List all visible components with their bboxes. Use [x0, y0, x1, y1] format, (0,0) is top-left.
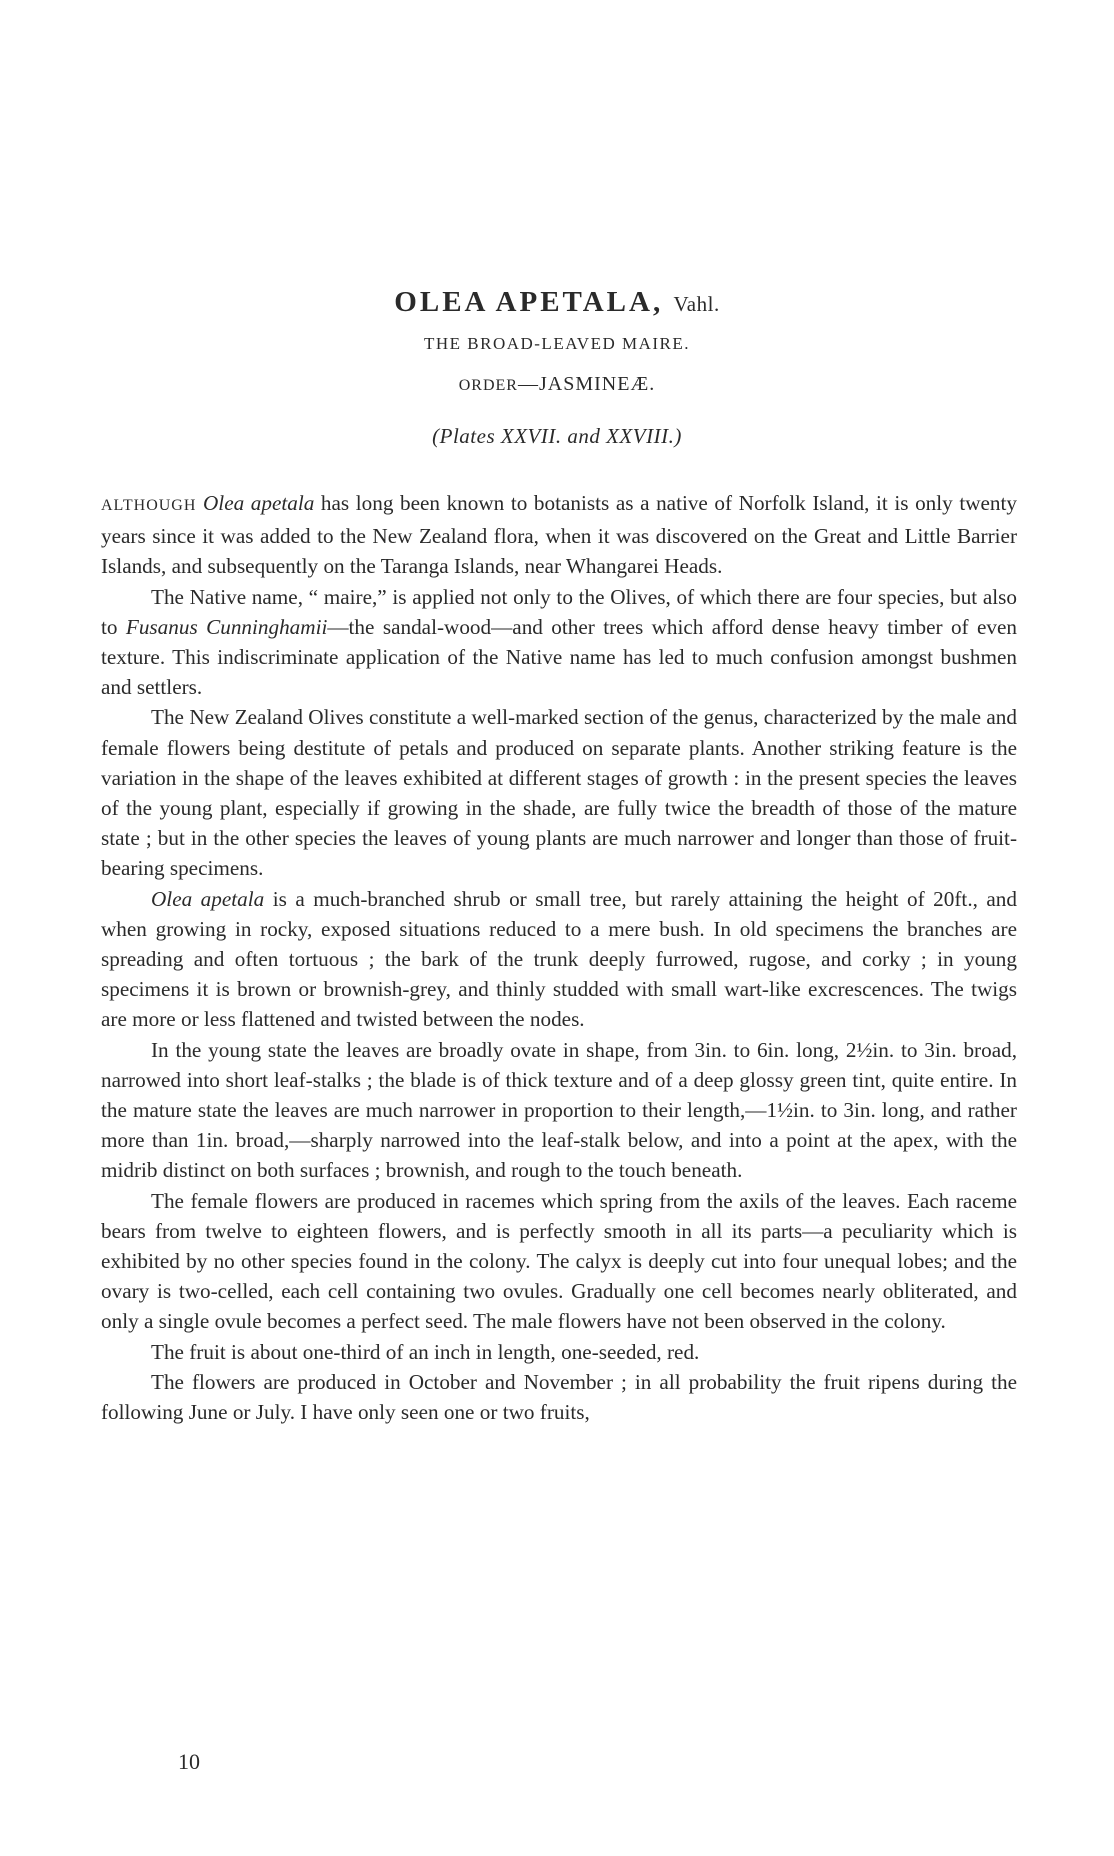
paragraph-1	[101, 488, 1017, 582]
paragraph-3: The New Zealand Olives constitute a well-marked section of the genus, characterized by the male and female flowers being destitute of petals and produced on separate plants. Another striking feature is the variation in the shape of the leaves exhibited at different stages of growth : in the present species the leaves of the young plant, especially if growing in the shade, are fully twice the breadth of those of the mature state ; but in the other species the leaves of young plants are much narrower and longer than those of fruit-bearing specimens.	[101, 705, 1017, 881]
paragraph-7: The fruit is about one-third of an inch in length, one-seeded, red.	[151, 1339, 700, 1364]
paragraph-2-start: The Native name, “ maire,” is applied not only to the Olives, of which there are four species, but also to	[101, 584, 1017, 639]
order-prefix: ORDER	[458, 377, 518, 394]
species-italic: Fusanus Cunninghamii	[125, 614, 328, 639]
paragraph-4	[101, 884, 1017, 1035]
order-line	[0, 370, 1114, 400]
species-italic: Olea apetala	[151, 886, 265, 911]
paragraph-8: The flowers are produced in October and November ; in all probability the fruit ripens during the following June or July. I have only seen one or two fruits,	[101, 1369, 1017, 1425]
paragraph-2	[101, 582, 1017, 703]
species-author: Vahl.	[673, 292, 720, 316]
species-name: OLEA APETALA,	[394, 286, 664, 318]
paragraph-2-text: —the sandal-wood—and other trees which afford dense heavy timber of even texture. This indiscriminate application of the Native name has led to much confusion amongst bushmen and settlers.	[101, 614, 1017, 700]
species-italic: Olea apetala	[203, 491, 315, 515]
paragraph-4-text: is a much-branched shrub or small tree, but rarely attaining the height of 20ft., and when growing in rocky, exposed situations reduced to a mere bush. In old specimens the branches are spreading and often tortuous ; the bark of the trunk deeply furrowed, rugose, and corky ; in young specimens it is brown or brownish-grey, and thinly studded with small wart-like excrescences. The twigs are more or less flattened and twisted between the nodes.	[101, 886, 1017, 1032]
heading-block	[0, 284, 1114, 450]
page-number: 10	[178, 1749, 200, 1774]
common-name: THE BROAD-LEAVED MAIRE.	[423, 334, 691, 353]
species-title	[0, 284, 1114, 322]
order-name: —JASMINEÆ.	[517, 373, 656, 395]
paragraph-6: The female flowers are produced in racemes which spring from the axils of the leaves. Each raceme bears from twelve to eighteen flowers, and is perfectly smooth in all its parts—a peculiarity which is exhibited by no other species found in the colony. The calyx is deeply cut into four unequal lobes; and the ovary is two-celled, each cell containing two ovules. Gradually one cell becomes nearly obliterated, and only a single ovule becomes a perfect seed. The male flowers have not been observed in the colony.	[101, 1188, 1017, 1334]
paragraph-5: In the young state the leaves are broadly ovate in shape, from 3in. to 6in. long, 2½in. to 3in. broad, narrowed into short leaf-stalks ; the blade is of thick texture and of a deep glossy green tint, quite entire. In the mature state the leaves are much narrower in proportion to their length,—1½in. to 3in. long, and rather more than 1in. broad,—sharply narrowed into the leaf-stalk below, and into a point at the apex, with the midrib distinct on both surfaces ; brownish, and rough to the touch beneath.	[101, 1037, 1017, 1183]
paragraph-1-text: has long been known to botanists as a native of Norfolk Island, it is only twenty years since it was added to the New Zealand flora, when it was discovered on the Great and Little Barrier Islands, and subsequently on the Taranga Islands, near Whangarei Heads.	[101, 491, 1017, 579]
plates-reference: (Plates XXVII. and XXVIII.)	[432, 424, 682, 448]
body-text	[101, 488, 1017, 1427]
lead-word: ALTHOUGH	[101, 497, 197, 514]
